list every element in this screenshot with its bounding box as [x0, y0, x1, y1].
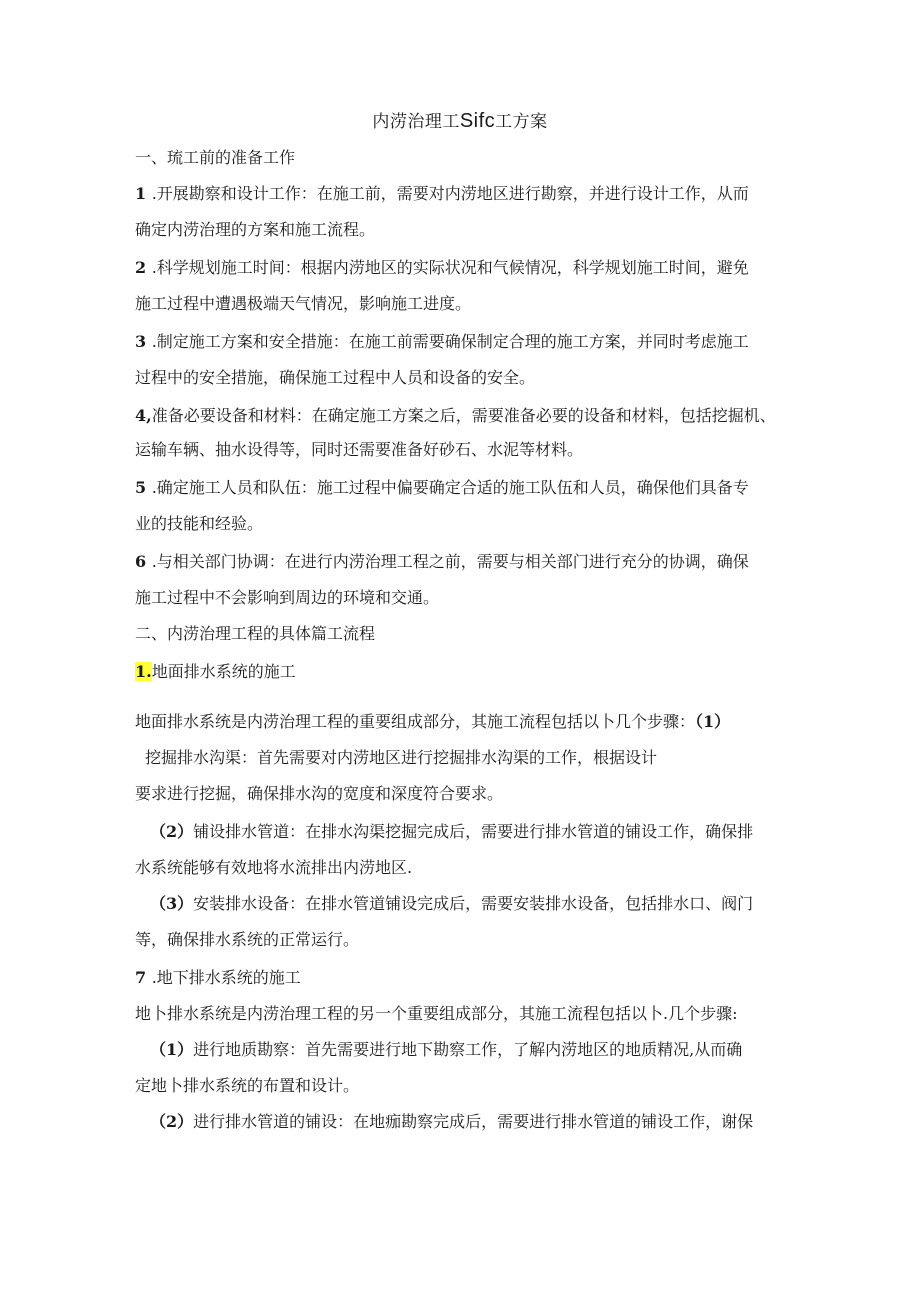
item-number: （2）	[150, 1112, 194, 1131]
item-number: （1）	[150, 1040, 194, 1059]
line-text: 施工过程中遭遇极端天气情况，影响施工进度。	[135, 294, 472, 313]
line-text: 水系统能够有效地将水流排出内涝地区.	[135, 858, 413, 877]
paragraph-line	[135, 146, 295, 170]
paragraph-line	[135, 438, 583, 462]
line-text: .与相关部门协调：在进行内涝治理工程之前，需要与相关部门进行充分的协调，确保	[151, 552, 749, 571]
title-part-1: 内涝治理工	[372, 112, 460, 132]
line-text: 二、内涝治理工程的具体篇工流程	[135, 624, 376, 643]
paragraph-line	[135, 928, 359, 952]
title-part-3: 工方案	[495, 112, 548, 132]
item-number: 6	[135, 552, 152, 571]
paragraph-line	[145, 746, 657, 770]
paragraph-line	[135, 256, 749, 280]
line-text: 进行排水管道的铺设：在地痂勘察完成后，需要进行排水管道的铺设工作，谢保	[193, 1112, 754, 1131]
item-number: （3）	[150, 894, 194, 913]
line-text: 挖掘排水沟渠：首先需要对内涝地区进行挖掘排水沟渠的工作，根据设计	[145, 748, 658, 767]
paragraph-line	[135, 966, 301, 990]
line-text: 过程中的安全措施，确保施工过程中人员和设备的安全。	[135, 368, 536, 387]
line-text: .确定施工人员和队伍：施工过程中偏要确定合适的施工队伍和人员，确保他们具备专	[151, 478, 749, 497]
line-text: 要求进行挖掘，确保排水沟的宽度和深度符合要求。	[135, 784, 504, 803]
paragraph-line	[135, 660, 296, 684]
line-text: 一、琉工前的准备工作	[135, 148, 296, 167]
paragraph-line	[135, 476, 749, 500]
paragraph-line	[135, 218, 375, 242]
line-text: 安装排水设备：在排水管道铺设完成后，需要安装排水设备，包括排水口、阀门	[193, 894, 754, 913]
line-text: 地面排水系统的施工	[151, 662, 296, 681]
paragraph-line	[135, 856, 412, 880]
line-text: 业的技能和经验。	[135, 514, 264, 533]
line-text: 确定内涝治理的方案和施工流程。	[135, 220, 376, 239]
line-text: 等，确保排水系统的正常运行。	[135, 930, 360, 949]
item-number: 1	[135, 184, 152, 203]
line-text: 地卜排水系统是内涝治理工程的另一个重要组成部分，其施工流程包括以卜.几个步骤:	[135, 1004, 738, 1023]
line-text: .开展勘察和设计工作：在施工前，需要对内涝地区进行勘察，并进行设计工作，从而	[151, 184, 749, 203]
item-number: 2	[135, 258, 152, 277]
paragraph-line	[135, 1002, 737, 1026]
line-text: .地下排水系统的施工	[151, 968, 301, 987]
paragraph-line	[135, 512, 263, 536]
paragraph-line	[150, 820, 753, 844]
item-number: 1.	[135, 662, 152, 681]
paragraph-line	[135, 622, 375, 646]
line-text: 进行地质勘察：首先需要进行地下勘察工作，了解内涝地区的地质精况,从而确	[193, 1040, 743, 1059]
line-text: 施工过程中不会影响到周边的环境和交通。	[135, 588, 440, 607]
item-number: 5	[135, 478, 152, 497]
paragraph-line	[135, 782, 503, 806]
paragraph-line	[135, 182, 749, 206]
item-number: 4,	[135, 406, 152, 425]
item-number: 3	[135, 332, 152, 351]
document-title	[0, 108, 920, 135]
paragraph-line	[135, 330, 749, 354]
line-text: 准备必要设备和材料：在确定施工方案之后，需要准备必要的设备和材料，包括挖掘机、	[151, 406, 776, 425]
line-text: .科学规划施工时间：根据内涝地区的实际状况和气候情况，科学规划施工时间，避免	[151, 258, 749, 277]
paragraph-line	[135, 404, 776, 428]
line-text: 运输车辆、抽水设得等，同时还需要准备好砂石、水泥等材料。	[135, 440, 584, 459]
paragraph-line	[150, 1038, 742, 1062]
paragraph-line	[135, 1074, 359, 1098]
paragraph-line	[150, 892, 753, 916]
paragraph-line	[150, 1110, 753, 1134]
paragraph-line	[135, 550, 749, 574]
item-number: 7	[135, 968, 152, 987]
item-number: （1）	[695, 712, 731, 731]
item-number: （2）	[150, 822, 194, 841]
line-text: 定地卜排水系统的布置和设计。	[135, 1076, 360, 1095]
line-text: .制定施工方案和安全措施：在施工前需要确保制定合理的施工方案，并同时考虑施工	[151, 332, 749, 351]
line-text: 地面排水系统是内涝治理工程的重要组成部分，其施工流程包括以卜几个步骤：	[135, 712, 696, 731]
paragraph-line	[135, 710, 730, 734]
line-text: 铺设排水管道：在排水沟渠挖掘完成后，需要进行排水管道的铺设工作，确保排	[193, 822, 754, 841]
title-part-2: Sifc	[459, 110, 496, 132]
paragraph-line	[135, 292, 471, 316]
paragraph-line	[135, 366, 535, 390]
paragraph-line	[135, 586, 439, 610]
